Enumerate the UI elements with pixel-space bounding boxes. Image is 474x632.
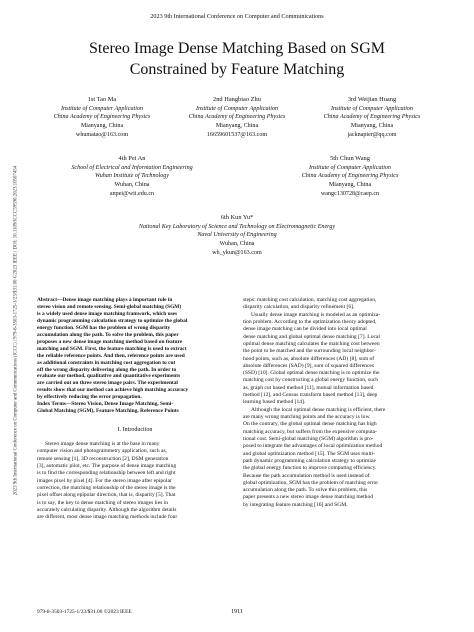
text-line: is to find the corresponding relationship between left and right bbox=[37, 470, 176, 477]
author-block bbox=[37, 96, 167, 140]
text-line: accurately calculating disparity. Although the algorithm details bbox=[37, 506, 177, 513]
abstract-line: matching and SGM. First, the feature matching is used to extract bbox=[37, 345, 187, 352]
author-organization: China Academy of Engineering Physics bbox=[323, 114, 421, 121]
abstract-line: is a widely used dense image matching framwork, which uses bbox=[37, 310, 178, 317]
title-line: Stereo Image Dense Matching Based on SGM bbox=[89, 40, 385, 57]
text-line: is to say, the key to dense matching of stereo images lies in bbox=[37, 499, 169, 506]
author-email[interactable]: wh_ykun@163.com bbox=[212, 249, 262, 256]
text-line: Because the path accumulation method is used instead of bbox=[243, 472, 370, 479]
text-line: tion problem. According to the optimization theory adopted, bbox=[243, 318, 377, 325]
author-email[interactable]: anpei@wit.edu.cn bbox=[109, 190, 155, 197]
author-name: 5th Chun Wang bbox=[330, 155, 370, 162]
text-line: and global optimization method [15]. The SGM uses multi- bbox=[243, 450, 375, 457]
abstract bbox=[37, 297, 233, 415]
text-line: [3], automatic pilot, etc. The purpose of dense image matching bbox=[37, 462, 177, 469]
author-block bbox=[275, 155, 425, 199]
text-line: On the contrary, the global optimal dense matching has high bbox=[243, 421, 377, 428]
abstract-line: stereo vision and remote sensing. Semi-global matching (SGM) bbox=[37, 303, 182, 310]
author-organization: China Academy of Engineering Physics bbox=[188, 114, 286, 121]
text-line: optimal dense matching calculates the matching cost between bbox=[243, 340, 380, 347]
text-line: remote sensing [1], 3D reconstruction [2], DSM generation bbox=[37, 455, 169, 462]
text-line: steps: matching cost calculation, matching cost aggregation, bbox=[243, 297, 377, 303]
text-line: tional cost. Semi-global matching (SGM) algorithm is pro- bbox=[243, 435, 374, 442]
author-location: Mianyang, China bbox=[328, 182, 372, 189]
abstract-line: as additional constraints in matching cost aggregation to cut bbox=[37, 359, 176, 366]
intro-right-column bbox=[243, 297, 439, 509]
author-institute: Institute of Computer Application bbox=[331, 105, 413, 112]
text-line: as, graph cut based method [11], mutual information based bbox=[243, 384, 374, 391]
author-block bbox=[172, 96, 302, 140]
author-email[interactable]: 16659601537@163.com bbox=[206, 131, 268, 138]
text-line: Usually dense image matching is modeled as an optimiza- bbox=[251, 311, 381, 318]
paper-title bbox=[30, 38, 444, 80]
index-terms-line: Global Matching (SGM), Feature Matching, Reference Points bbox=[37, 408, 179, 415]
intro-left-column bbox=[37, 441, 233, 521]
footer-isbn: 979-8-3503-1725-1/23/$31.00 ©2023 IEEE bbox=[37, 609, 132, 615]
abstract-line: the reliable reference points. And then, reference points are used bbox=[37, 352, 185, 359]
author-institute: Institute of Computer Application bbox=[61, 105, 143, 112]
author-organization: Wuhan Institute of Technology bbox=[94, 173, 170, 180]
abstract-line: dynamic programming calculation strategy to optimize the global bbox=[37, 317, 188, 324]
text-line: hood points, such as, absolute differences (AD) [8], sum of bbox=[243, 355, 375, 362]
author-name: 2nd Hangbiao Zhu bbox=[213, 96, 261, 103]
conference-header: 2023 9th International Conference on Computer and Communications bbox=[150, 13, 324, 20]
text-line: dense matching and global optimal dense matching [7]. Local bbox=[243, 333, 380, 340]
abstract-line: evaluate our method, qualitative and quantitative experiments bbox=[37, 373, 181, 380]
text-line: global optimization, SGM has the problem of matching error bbox=[243, 479, 379, 486]
author-block bbox=[37, 155, 227, 199]
text-line: by integrating feature matching [16] and SGM. bbox=[243, 501, 348, 508]
abstract-line: results show that our method can achieve high matching accuracy bbox=[37, 387, 189, 394]
abstract-line: Abstract—Dense image matching plays a important role in bbox=[37, 297, 173, 303]
text-line: computer vision and photogrammetry application, such as, bbox=[37, 448, 168, 455]
author-institute: Institute of Computer Application bbox=[196, 105, 278, 112]
author-email[interactable]: wangc130728@caep.cn bbox=[320, 190, 380, 197]
text-line: matching cost by constructing a global energy function, such bbox=[243, 377, 378, 384]
text-line: are many wrong matching points and the accuracy is low. bbox=[243, 414, 371, 420]
abstract-line: accumulation along the path. To solve the problem, this paper bbox=[37, 331, 179, 338]
title-line: Constrained by Feature Matching bbox=[129, 61, 345, 78]
author-location: Mianyang, China bbox=[350, 123, 394, 130]
author-block bbox=[37, 214, 437, 258]
text-line: Although the local optimal dense matching is efficient, there bbox=[251, 406, 386, 413]
section-heading: I. Introduction bbox=[117, 427, 153, 433]
author-email[interactable]: whumatao@163.com bbox=[75, 131, 129, 138]
author-organization: China Academy of Engineering Physics bbox=[301, 173, 399, 180]
author-organization: Naval University of Engineering bbox=[197, 232, 277, 239]
text-line: the global energy function to improve computing efficiency. bbox=[243, 465, 377, 472]
author-location: Wuhan, China bbox=[114, 182, 150, 189]
author-institute: National Key Laboratory of Science and Technology on Electromagnetic Energy bbox=[138, 223, 336, 230]
abstract-line: energy function. SGM has the problem of wrong disparity bbox=[37, 324, 171, 331]
author-name: 6th Kun Yu* bbox=[220, 214, 254, 221]
index-terms-line: Index Terms—Stereo Vision, Dense Image Matching, Semi- bbox=[37, 401, 174, 408]
text-line: pixel offset along epipolar direction, that is, disparity [5]. That bbox=[37, 492, 176, 499]
abstract-line: proposes a new dense image matching method based on feature bbox=[37, 338, 183, 345]
text-line: (SSD) [10]. Global optimal dense matching is to optimize the bbox=[243, 370, 380, 377]
text-line: accumulation along the path. To solve this problem, this bbox=[243, 487, 368, 494]
page-number: 1911 bbox=[231, 609, 243, 615]
text-line: Stereo image dense matching is at the base in many bbox=[45, 441, 160, 447]
text-line: dense image matching can be divided into local optimal bbox=[243, 326, 367, 333]
author-block bbox=[307, 96, 437, 140]
text-line: correction, the matching relationship of the stereo image is the bbox=[37, 484, 176, 491]
text-line: posed to integrate the advantages of local optimization method bbox=[243, 443, 383, 450]
text-line: absolute differences (SAD) [9], sum of squared differences bbox=[243, 362, 375, 369]
abstract-line: off the wrong disparity delivering along the path. In order to bbox=[37, 366, 177, 373]
side-doi-text: 2023 9th International Conference on Computer and Communications (ICCC) | 979-8-3503-1725-1/23/$31.00 ©2023 IEEE | DOI: 10.1109/ICCC59590.2023.10507454 bbox=[13, 165, 19, 496]
text-line: images pixel by pixel [4]. For the stereo image after epipolar bbox=[37, 477, 172, 484]
author-name: 3rd Weijian Huang bbox=[347, 96, 397, 103]
author-organization: China Academy of Engineering Physics bbox=[53, 114, 151, 121]
text-line: paper presents a new stereo image dense matching method bbox=[243, 494, 373, 501]
text-line: learning based method [14]. bbox=[243, 399, 306, 406]
author-location: Mianyang, China bbox=[80, 123, 124, 130]
text-line: path dynamic programming calculation strategy to optimize bbox=[243, 457, 376, 464]
text-line: are different, most dense image matching methods include four bbox=[37, 514, 178, 521]
author-name: 1st Tao Ma bbox=[87, 96, 117, 103]
text-line: method [12], and Census transform based method [13], deep bbox=[243, 392, 378, 399]
author-institute: Institute of Computer Application bbox=[309, 164, 391, 171]
text-line: the point to be matched and the surrounding local neighbor- bbox=[243, 348, 376, 355]
author-location: Wuhan, China bbox=[219, 241, 255, 248]
text-line: matching accuracy, but suffers from the expensive computa- bbox=[243, 428, 377, 435]
abstract-line: are carried out on three stereo image pairs. The experimental bbox=[37, 380, 178, 387]
author-location: Mianyang, China bbox=[215, 123, 259, 130]
author-institute: School of Electrical and Information Engineering bbox=[71, 164, 193, 171]
text-line: disparity calculation, and disparity refinement [6]. bbox=[243, 304, 355, 311]
author-name: 4th Pei An bbox=[118, 155, 146, 162]
abstract-line: by effectively reducing the error propagation. bbox=[37, 394, 142, 401]
author-email[interactable]: jacknapier@qq.com bbox=[347, 131, 397, 138]
